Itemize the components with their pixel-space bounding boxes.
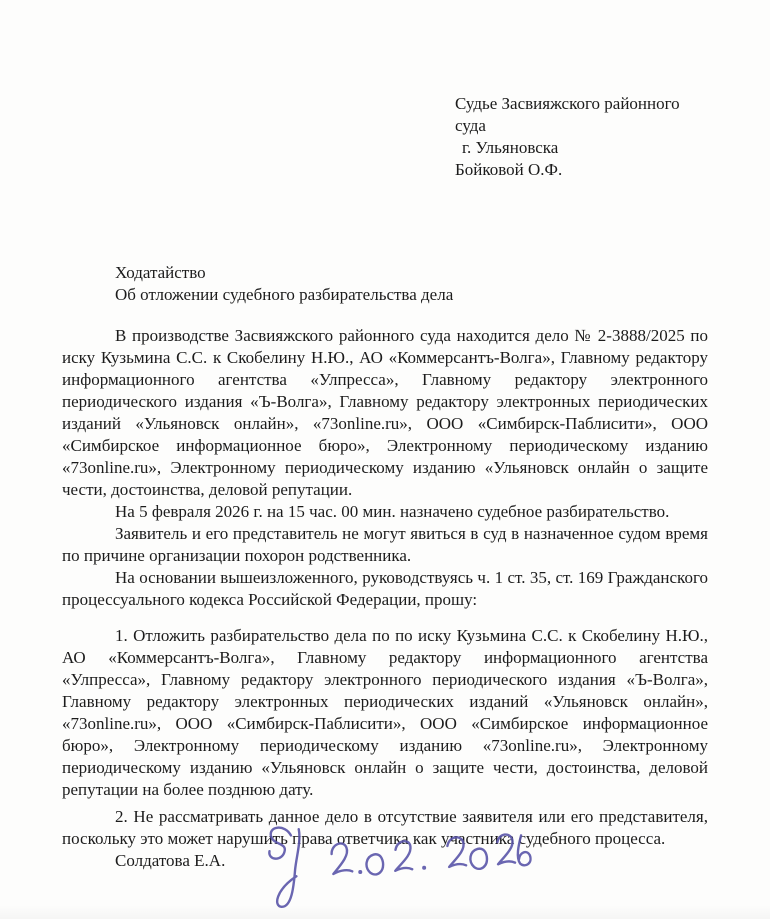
paragraph-reason: Заявитель и его представитель не могут явиться в суд в назначенное судом время по причине организации похорон родственника. xyxy=(62,524,708,565)
recipient-city: г. Ульяновска xyxy=(462,138,559,157)
paragraph-hearing-date: На 5 февраля 2026 г. на 15 час. 00 мин. назначено судебное разбирательство. xyxy=(115,502,670,521)
paragraph-case-intro: В производстве Засвияжского районного суда находится дело № 2-3888/2025 по иску Кузьмина С.С. к Скобелину Н.Ю., АО «Коммерсантъ-Волга», Главному редактору информационного агентства «Улпресса», Главному редактору электронного периодического издания «Ъ-Волга», Главному редактору электронных периодических изданий «Ульяновск онлайн», «73online.ru», ООО «Симбирск-Паблисити», ООО «Симбирское информационное бюро», Электронному периодическому изданию «73online.ru», Электронному периодическому изданию «Ульяновск онлайн о защите чести, достоинства, деловой репутации. xyxy=(62,326,708,499)
signature-monogram-strokes xyxy=(268,827,301,907)
recipient-court: Судье Засвияжского районного суда xyxy=(455,94,680,135)
signer-name: Солдатова Е.А. xyxy=(115,851,226,870)
signature-date-strokes xyxy=(331,834,531,876)
document-title: Ходатайство xyxy=(115,263,206,282)
recipient-judge: Бойковой О.Ф. xyxy=(455,160,563,179)
request-item-1: 1. Отложить разбирательство дела по по иску Кузьмина С.С. к Скобелину Н.Ю., АО «Коммерсантъ-Волга», Главному редактору информационного агентства «Улпресса», Главному редактору электронного периодического издания «Ъ-Волга», Главному редактору электронных периодических изданий «Ульяновск онлайн», «73online.ru», ООО «Симбирск-Паблисити», ООО «Симбирское информационное бюро», Электронному периодическому изданию «73online.ru», Электронному периодическому изданию «Ульяновск онлайн о защите чести, достоинства, деловой репутации на более позднюю дату. xyxy=(62,626,708,799)
handwritten-signature xyxy=(246,807,533,919)
document-subtitle: Об отложении судебного разбирательства дела xyxy=(115,285,454,304)
request-item-2: 2. Не рассматривать данное дело в отсутствие заявителя или его представителя, поскольку это может нарушить права ответчика как участника судебного процесса. xyxy=(62,807,708,848)
recipient-block xyxy=(455,93,708,181)
document-title-block xyxy=(115,262,708,306)
paragraph-legal-basis: На основании вышеизложенного, руководствуясь ч. 1 ст. 35, ст. 169 Гражданского процессуального кодекса Российской Федерации, прошу: xyxy=(62,568,708,609)
